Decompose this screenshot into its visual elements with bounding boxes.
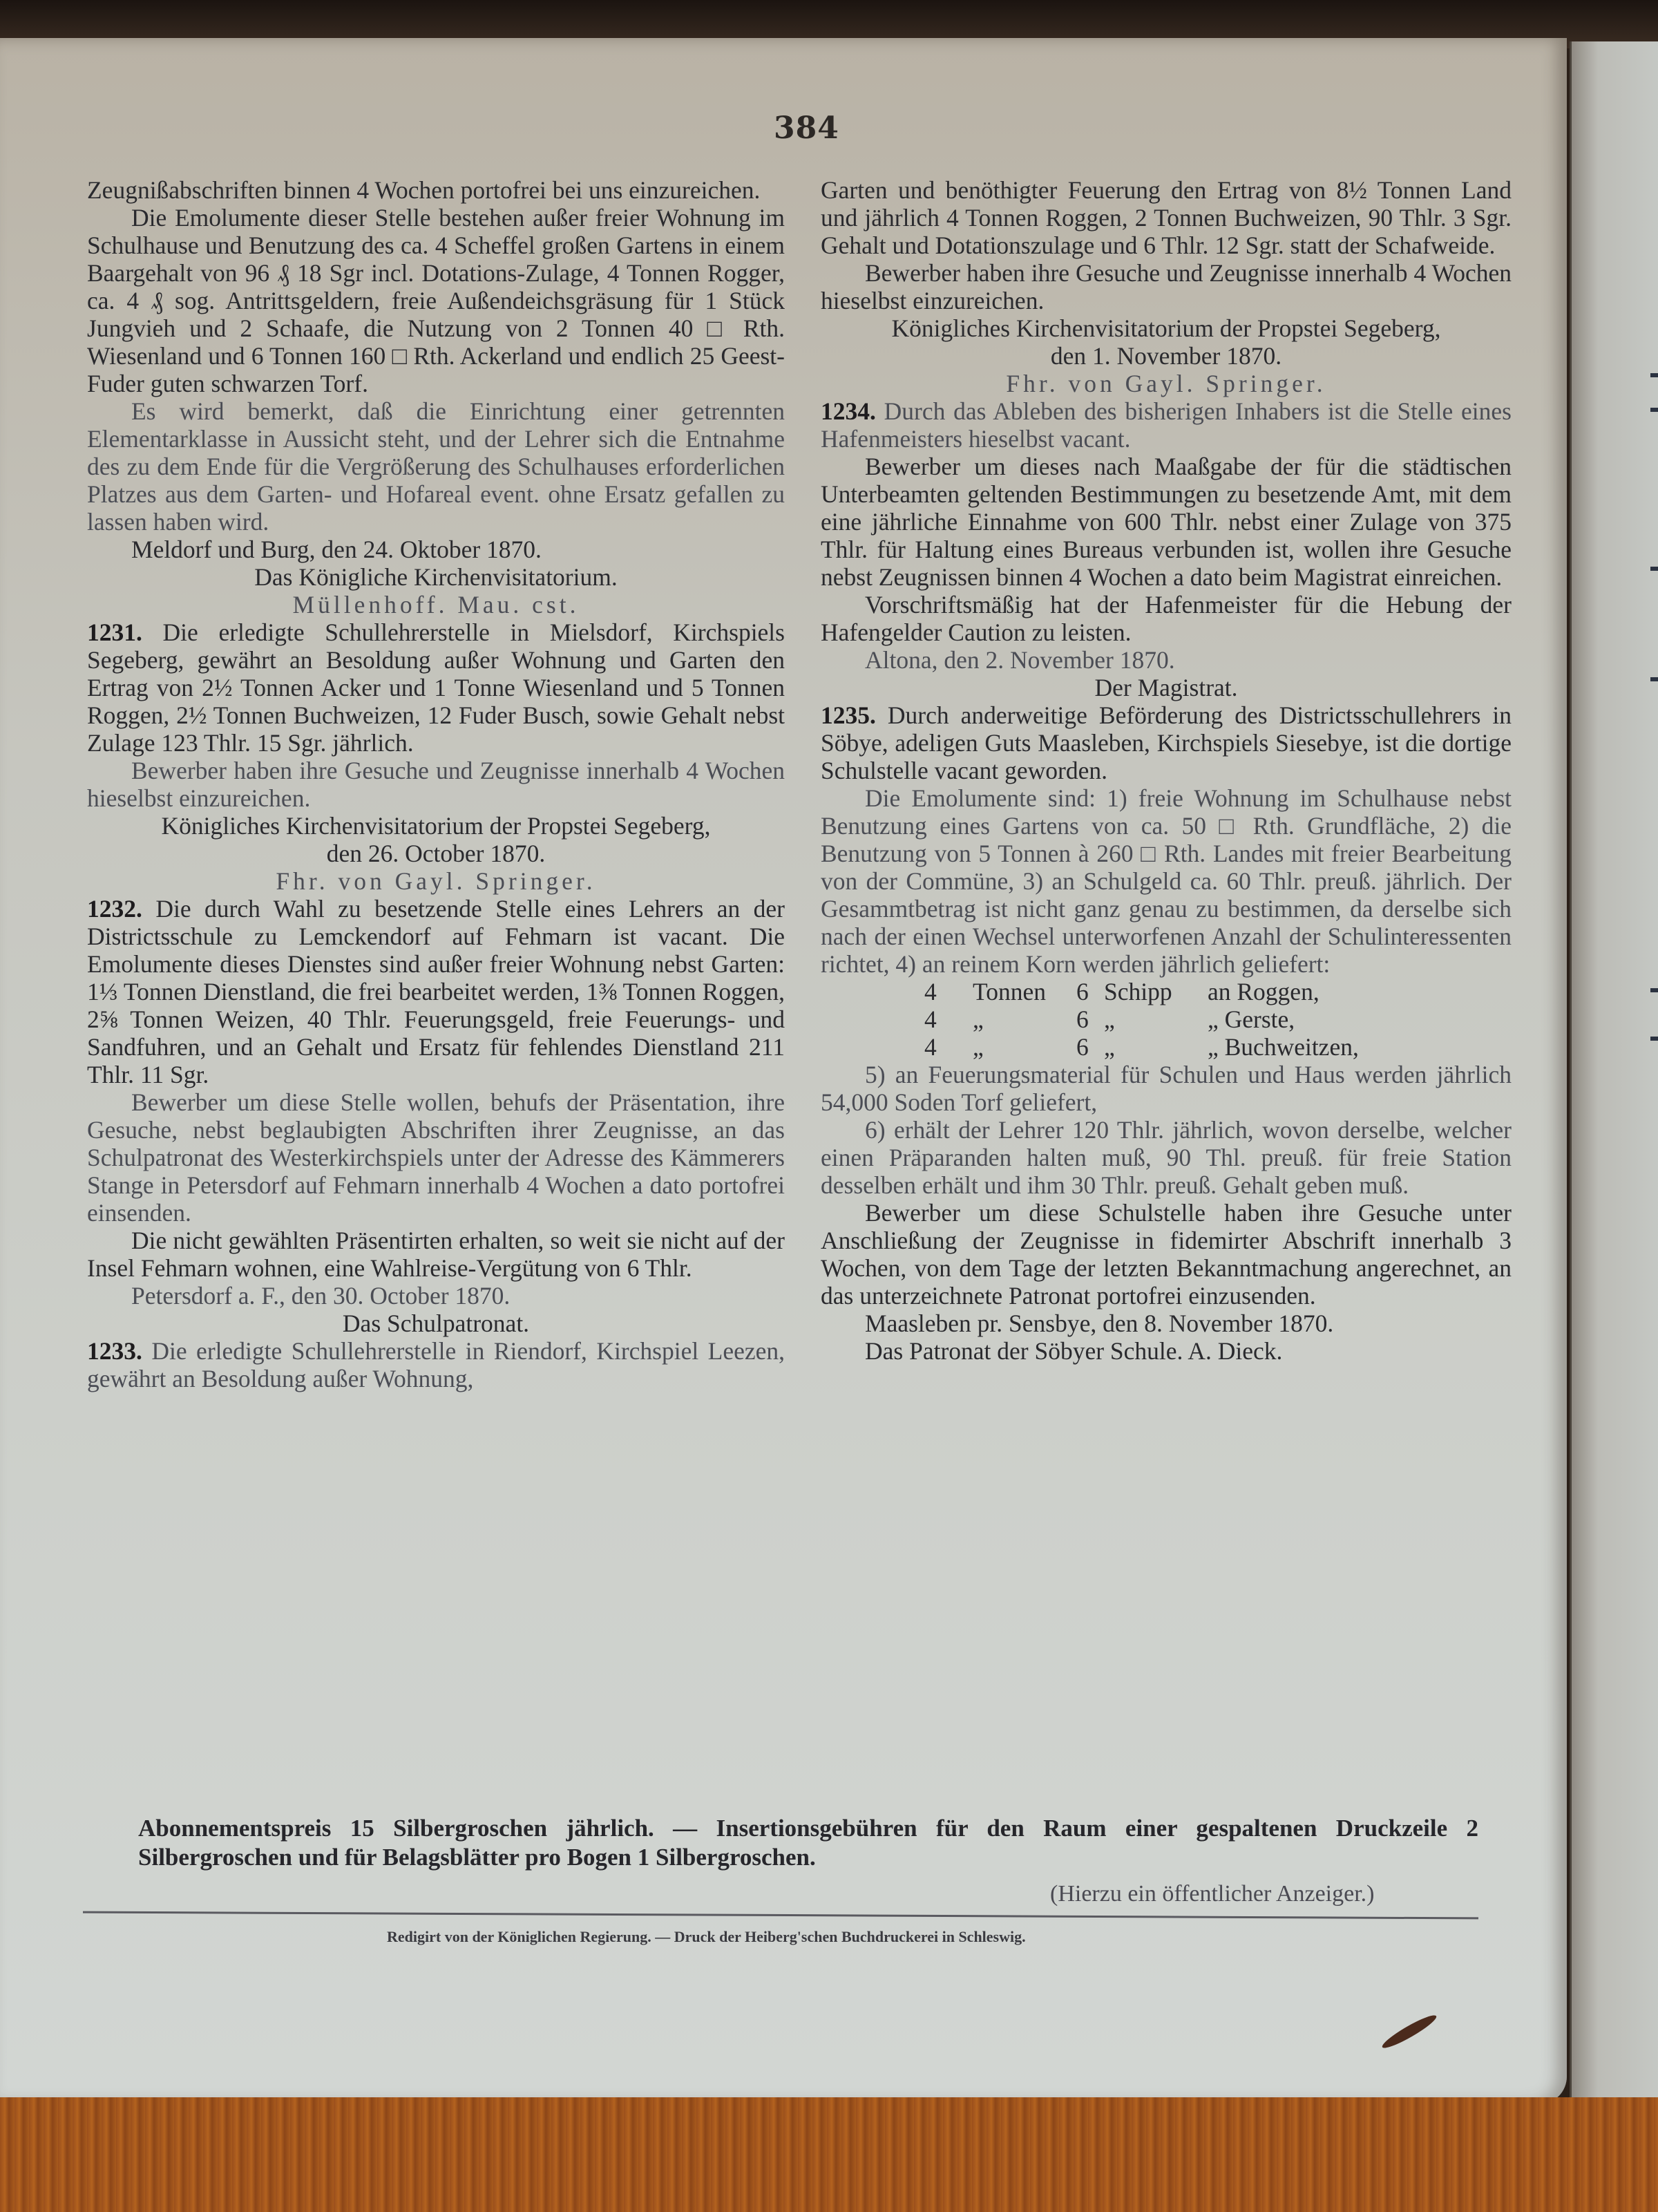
issuing-authority: Das Königliche Kirchenvisitatorium. [254, 563, 618, 591]
grain-kind: an Roggen, [1208, 978, 1319, 1005]
adjacent-page-ink-mark [1650, 408, 1658, 412]
emoluments-paragraph: Die Emolumente dieser Stelle bestehen außer freier Wohnung im Schulhause und Benutzung des ca. 4 Scheffel großen Gartens in einem Baargehalt von 96 ₰ 18 Sgr incl. Dotations-Zulage, 4 Tonnen Rogger, ca. 4 ₰ sog. Antrittsgeldern, freie Außendeichsgräsung für 1 Stück Jungvieh und 2 Schaafe, die Nutzung von 2 Tonnen 40 □ Rth. Wiesenland und 6 Tonnen 160 □ Rth. Ackerland und endlich 25 Geest-Fuder guten schwarzen Torf. [87, 204, 785, 397]
grain-delivery-table [821, 978, 1512, 1061]
intro-continuation: Zeugnißabschriften binnen 4 Wochen portofrei bei uns einzureichen. [87, 176, 761, 204]
grain-schipp-unit: „ [1104, 1033, 1115, 1061]
adjacent-page-ink-mark [1650, 988, 1658, 992]
issuing-authority: Königliches Kirchenvisitatorium der Propstei Segeberg, [891, 314, 1441, 342]
grain-qty: 4 [924, 1033, 937, 1061]
applicants-instruction: Bewerber haben ihre Gesuche und Zeugnisse innerhalb 4 Wochen hieselbst einzureichen. [821, 259, 1512, 314]
notice-1233 [87, 1337, 785, 1392]
printer-imprint: Redigirt von der Königlichen Regierung. — Druck der Heiberg'schen Buchdruckerei in Schleswig. [387, 1928, 1026, 1945]
left-column [87, 176, 785, 1392]
notice-text: Durch anderweitige Beförderung des Districtsschullehrers in Söbye, adeligen Guts Maasleben, Kirchspiels Siesebye, ist die dortige Schulstelle vacant geworden. [821, 701, 1512, 784]
notice-number: 1234. [821, 397, 876, 425]
adjacent-page-ink-mark [1650, 567, 1658, 571]
grain-schipp-unit: Schipp [1104, 978, 1172, 1005]
notice-text: Die erledigte Schullehrerstelle in Mielsdorf, Kirchspiels Segeberg, gewährt an Besoldung außer Wohnung und Garten den Ertrag von 2½ Tonnen Acker und 1 Tonne Wiesenland und 5 Tonnen Roggen, 2½ Tonnen Buchweizen, 12 Fuder Busch, sowie Gehalt nebst Zulage 123 Thlr. 15 Sgr. jährlich. [87, 618, 785, 757]
place-date: Altona, den 2. November 1870. [865, 646, 1175, 674]
grain-unit: Tonnen [973, 978, 1046, 1005]
grain-unit: „ [973, 1033, 984, 1061]
notice-text: Die durch Wahl zu besetzende Stelle eines Lehrers an der Districtsschule zu Lemckendorf auf Fehmarn ist vacant. Die Emolumente dieses Dienstes sind außer freier Wohnung nebst Garten: 1⅓ Tonnen Dienstland, die frei bearbeitet werden, 1⅜ Tonnen Roggen, 2⅝ Tonnen Weizen, 40 Thlr. Feuerungsgeld, freie Feuerungs- und Sandfuhren, und an Gehalt und Ersatz für fehlendes Dienstland 211 Thlr. 11 Sgr. [87, 895, 785, 1088]
emoluments-list: Die Emolumente sind: 1) freie Wohnung im Schulhause nebst Benutzung eines Gartens von ca. 50 □ Rth. Grundfläche, 2) die Benutzung von 5 Tonnen à 260 □ Rth. Landes mit freier Bearbeitung von der Commüne, 3) an Schulgeld ca. 60 Thlr. preuß. jährlich. Der Gesammtbetrag ist nicht ganz genau zu bestimmen, da derselbe sich nach der einen Wechsel unterworfenen Anzahl der Schulinteressenten richtet, 4) an reinem Korn werden jährlich geliefert: [821, 784, 1512, 978]
grain-qty: 4 [924, 978, 937, 1005]
adjacent-page-ink-mark [1650, 373, 1658, 377]
issuing-authority: Königliches Kirchenvisitatorium der Propstei Segeberg, [161, 812, 711, 840]
grain-row [924, 1005, 1512, 1033]
grain-schipp: 6 [1076, 1005, 1089, 1033]
notice-number: 1232. [87, 895, 142, 923]
grain-qty: 4 [924, 1005, 937, 1033]
notice-1235 [821, 701, 1512, 784]
grain-row [924, 978, 1512, 1005]
adjacent-page-ink-mark [1650, 677, 1658, 681]
wooden-table-surface [0, 2097, 1658, 2212]
signatures: Das Patronat der Söbyer Schule. A. Dieck. [865, 1337, 1283, 1365]
notice-1231 [87, 618, 785, 757]
signatures: Müllenhoff. Mau. cst. [292, 591, 580, 618]
notice-text: Die erledigte Schullehrerstelle in Riendorf, Kirchspiel Leezen, gewährt an Besoldung außer Wohnung, [87, 1337, 785, 1392]
notice-number: 1233. [87, 1337, 142, 1365]
issuing-authority: Das Schulpatronat. [342, 1310, 530, 1337]
place-date: Maasleben pr. Sensbye, den 8. November 1870. [865, 1310, 1334, 1337]
adjacent-page-ink-mark [1650, 1037, 1658, 1041]
grain-schipp: 6 [1076, 978, 1089, 1005]
issuing-authority: Der Magistrat. [1094, 674, 1238, 701]
subscription-pricing-note: Abonnementspreis 15 Silbergroschen jährlich. — Insertionsgebühren für den Raum einer gespaltenen Druckzeile 2 Silbergroschen und für Belagsblätter pro Bogen 1 Silbergroschen. [138, 1815, 1478, 1871]
caution-note: Vorschriftsmäßig hat der Hafenmeister für die Hebung der Hafengelder Caution zu leisten. [821, 591, 1512, 646]
grain-kind: „ Gerste, [1208, 1005, 1295, 1033]
salary-item: 6) erhält der Lehrer 120 Thlr. jährlich, wovon derselbe, welcher einen Präparanden halten muß, 90 Thl. preuß. für freie Station desselben erhält und ihm 30 Thlr. preuß. Gehalt geben muß. [821, 1116, 1512, 1199]
notice-1233-continuation: Garten und benöthigter Feuerung den Ertrag von 8½ Tonnen Land und jährlich 4 Tonnen Roggen, 2 Tonnen Buchweizen, 90 Thlr. 3 Sgr. Gehalt und Dotationszulage und 6 Thlr. 12 Sgr. statt der Schafweide. [821, 176, 1512, 259]
signatures: Fhr. von Gayl. Springer. [1006, 370, 1326, 397]
notice-date: den 26. October 1870. [326, 840, 546, 867]
applicants-instruction: Bewerber um diese Stelle wollen, behufs der Präsentation, ihre Gesuche, nebst beglaubigten Abschriften ihrer Zeugnisse, an das Schulpatronat des Westerkirchspiels unter der Adresse des Kämmerers Stange in Petersdorf auf Fehmarn innerhalb 4 Wochen a dato portofrei einsenden. [87, 1088, 785, 1227]
right-column [821, 176, 1512, 1365]
supplement-note: (Hierzu ein öffentlicher Anzeiger.) [1050, 1881, 1375, 1907]
notice-text: Durch das Ableben des bisherigen Inhabers ist die Stelle eines Hafenmeisters hieselbst vacant. [821, 397, 1512, 453]
grain-schipp-unit: „ [1104, 1005, 1115, 1033]
grain-unit: „ [973, 1005, 984, 1033]
notice-1234 [821, 397, 1512, 453]
grain-row [924, 1033, 1512, 1061]
grain-schipp: 6 [1076, 1033, 1089, 1061]
page-number: 384 [774, 111, 839, 146]
fuel-item: 5) an Feuerungsmaterial für Schulen und Haus werden jährlich 54,000 Soden Torf geliefert, [821, 1061, 1512, 1116]
notice-1232 [87, 895, 785, 1088]
travel-compensation-note: Die nicht gewählten Präsentirten erhalten, so weit sie nicht auf der Insel Fehmarn wohnen, eine Wahlreise-Vergütung von 6 Thlr. [87, 1227, 785, 1282]
remark-paragraph: Es wird bemerkt, daß die Einrichtung einer getrennten Elementarklasse in Aussicht steht, und der Lehrer sich die Entnahme des zu dem Ende für die Vergrößerung des Schulhauses erforderlichen Platzes aus dem Garten- und Hofareal event. ohne Ersatz gefallen zu lassen haben wird. [87, 397, 785, 536]
applicants-instruction: Bewerber um dieses nach Maaßgabe der für die städtischen Unterbeamten geltenden Bestimmungen zu besetzende Amt, mit dem eine jährliche Einnahme von 600 Thlr. nebst einer Zulage von 375 Thlr. für Haltung eines Bureaus verbunden ist, wollen ihre Gesuche nebst Zeugnissen binnen 4 Wochen a dato beim Magistrat einreichen. [821, 453, 1512, 591]
applicants-instruction: Bewerber haben ihre Gesuche und Zeugnisse innerhalb 4 Wochen hieselbst einzureichen. [87, 757, 785, 812]
notice-number: 1231. [87, 618, 142, 646]
place-date: Petersdorf a. F., den 30. October 1870. [131, 1282, 511, 1310]
grain-kind: „ Buchweitzen, [1208, 1033, 1359, 1061]
adjacent-page-edge [1570, 41, 1658, 2101]
signatures: Fhr. von Gayl. Springer. [276, 867, 596, 895]
notice-date: den 1. November 1870. [1050, 342, 1282, 370]
place-date: Meldorf und Burg, den 24. Oktober 1870. [131, 536, 542, 563]
notice-number: 1235. [821, 701, 876, 729]
applicants-instruction: Bewerber um diese Schulstelle haben ihre Gesuche unter Anschließung der Zeugnisse in fidemirter Abschrift innerhalb 3 Wochen, von dem Tage der letzten Bekanntmachung angerechnet, an das unterzeichnete Patronat portofrei einzusenden. [821, 1199, 1512, 1310]
